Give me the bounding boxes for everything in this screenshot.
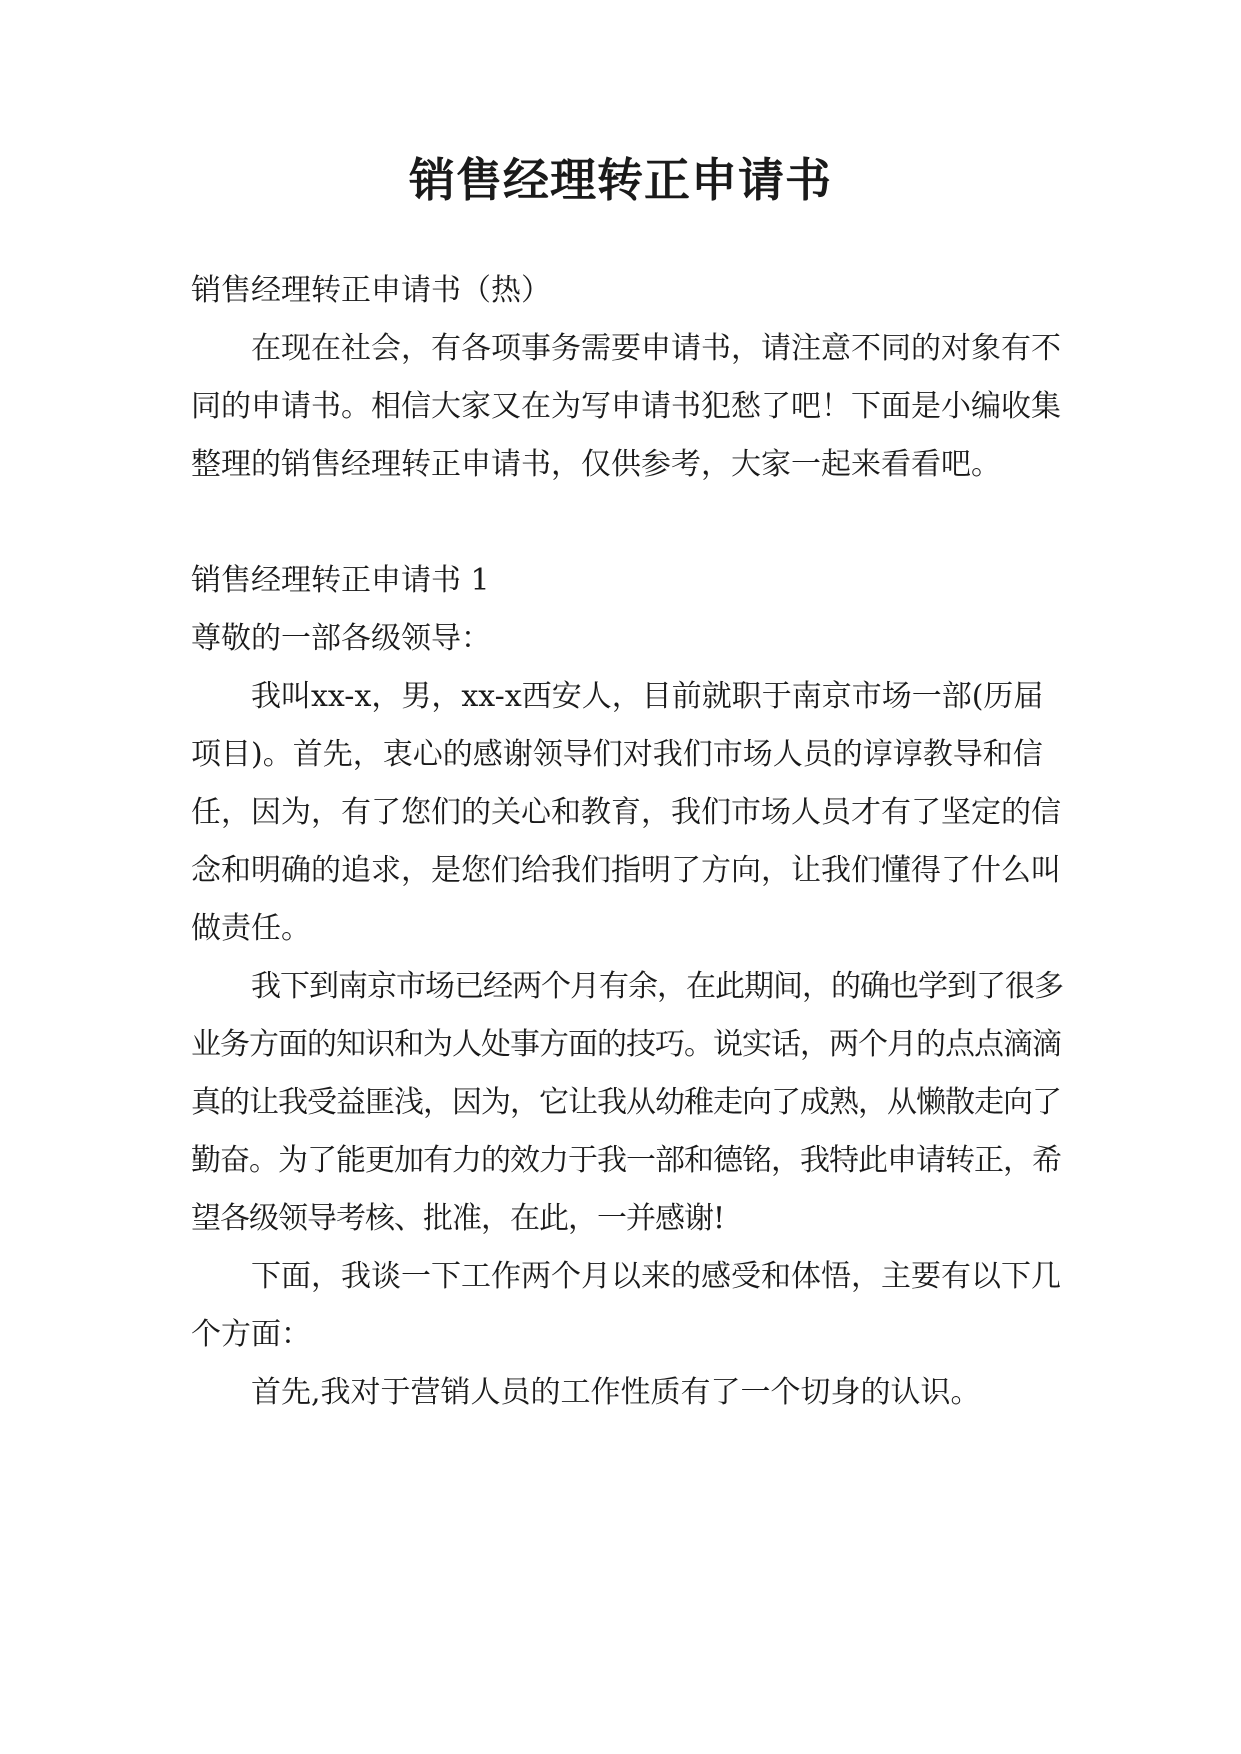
section-heading: 销售经理转正申请书 1 [191,563,490,598]
body-paragraph: 我叫xx-x，男，xx-x西安人，目前就职于南京市场一部(历届项目)。首先，衷心的感谢领导们对我们市场人员的谆谆教导和信任，因为，有了您们的关心和教育，我们市场人员才有了坚定的信念和明确的追求，是您们给我们指明了方向，让我们懂得了什么叫做责任。 [191,679,1061,946]
body-paragraph: 我下到南京市场已经两个月有余，在此期间，的确也学到了很多业务方面的知识和为人处事方面的技巧。说实话，两个月的点点滴滴真的让我受益匪浅，因为，它让我从幼稚走向了成熟，从懒散走向了勤奋。为了能更加有力的效力于我一部和德铭，我特此申请转正，希望各级领导考核、批准，在此，一并感谢! [191,969,1063,1236]
body-paragraph: 下面，我谈一下工作两个月以来的感受和体悟，主要有以下几个方面： [191,1259,1061,1352]
document-title: 销售经理转正申请书 [409,153,832,207]
salutation: 尊敬的一部各级领导： [191,621,491,656]
document-body [191,262,1071,1422]
intro-paragraph: 在现在社会，有各项事务需要申请书，请注意不同的对象有不同的申请书。相信大家又在为写申请书犯愁了吧！下面是小编收集整理的销售经理转正申请书，仅供参考，大家一起来看看吧。 [191,331,1061,482]
document-subtitle: 销售经理转正申请书（热） [191,273,551,308]
body-paragraph: 首先,我对于营销人员的工作性质有了一个切身的认识。 [251,1375,981,1410]
paragraph-gap [191,494,1071,552]
